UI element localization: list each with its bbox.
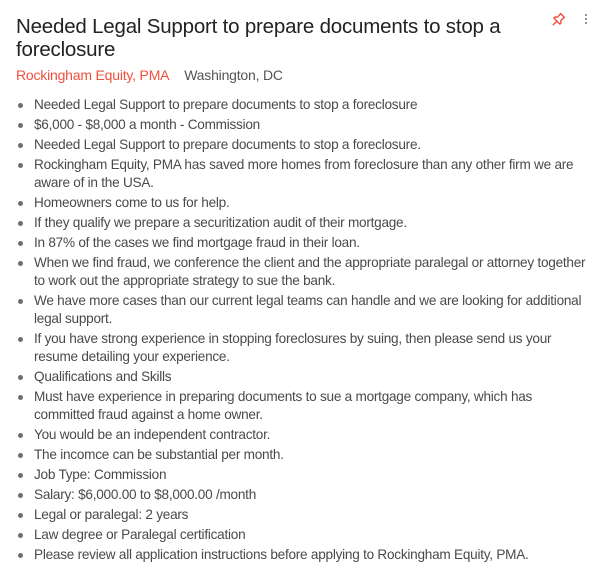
- job-description-list: [16, 96, 596, 566]
- company-link[interactable]: Rockingham Equity, PMA: [16, 67, 170, 83]
- description-item: The incomce can be substantial per month.: [16, 446, 596, 464]
- description-item: Needed Legal Support to prepare documents to stop a foreclosure.: [16, 136, 596, 154]
- description-item: When we find fraud, we conference the client and the appropriate paralegal or attorney together to work out the appropriate strategy to sue the bank.: [16, 254, 596, 290]
- job-meta: [16, 66, 283, 84]
- description-item: $6,000 - $8,000 a month - Commission: [16, 116, 596, 134]
- description-item: In 87% of the cases we find mortgage fraud in their loan.: [16, 234, 596, 252]
- description-item: Needed Legal Support to prepare documents to stop a foreclosure: [16, 96, 596, 114]
- job-location: Washington, DC: [184, 67, 283, 83]
- description-item: Job Type: Commission: [16, 466, 596, 484]
- description-item: We have more cases than our current legal teams can handle and we are looking for additional legal support.: [16, 292, 596, 328]
- job-title: Needed Legal Support to prepare documents to stop a foreclosure: [16, 15, 501, 61]
- description-item: Rockingham Equity, PMA has saved more homes from foreclosure than any other firm we are aware of in the USA.: [16, 156, 596, 192]
- description-item: Qualifications and Skills: [16, 368, 596, 386]
- description-item: You would be an independent contractor.: [16, 426, 596, 444]
- description-item: Must have experience in preparing documents to sue a mortgage company, which has committed fraud against a home owner.: [16, 388, 596, 424]
- description-item: Salary: $6,000.00 to $8,000.00 /month: [16, 486, 596, 504]
- description-item: Law degree or Paralegal certification: [16, 526, 596, 544]
- more-vertical-icon[interactable]: [582, 11, 590, 27]
- description-item: Homeowners come to us for help.: [16, 194, 596, 212]
- pin-icon[interactable]: [551, 11, 567, 27]
- description-item: If they qualify we prepare a securitization audit of their mortgage.: [16, 214, 596, 232]
- description-item: Please review all application instructions before applying to Rockingham Equity, PMA.: [16, 546, 596, 564]
- description-item: Legal or paralegal: 2 years: [16, 506, 596, 524]
- description-item: If you have strong experience in stopping foreclosures by suing, then please send us your resume detailing your experience.: [16, 330, 596, 366]
